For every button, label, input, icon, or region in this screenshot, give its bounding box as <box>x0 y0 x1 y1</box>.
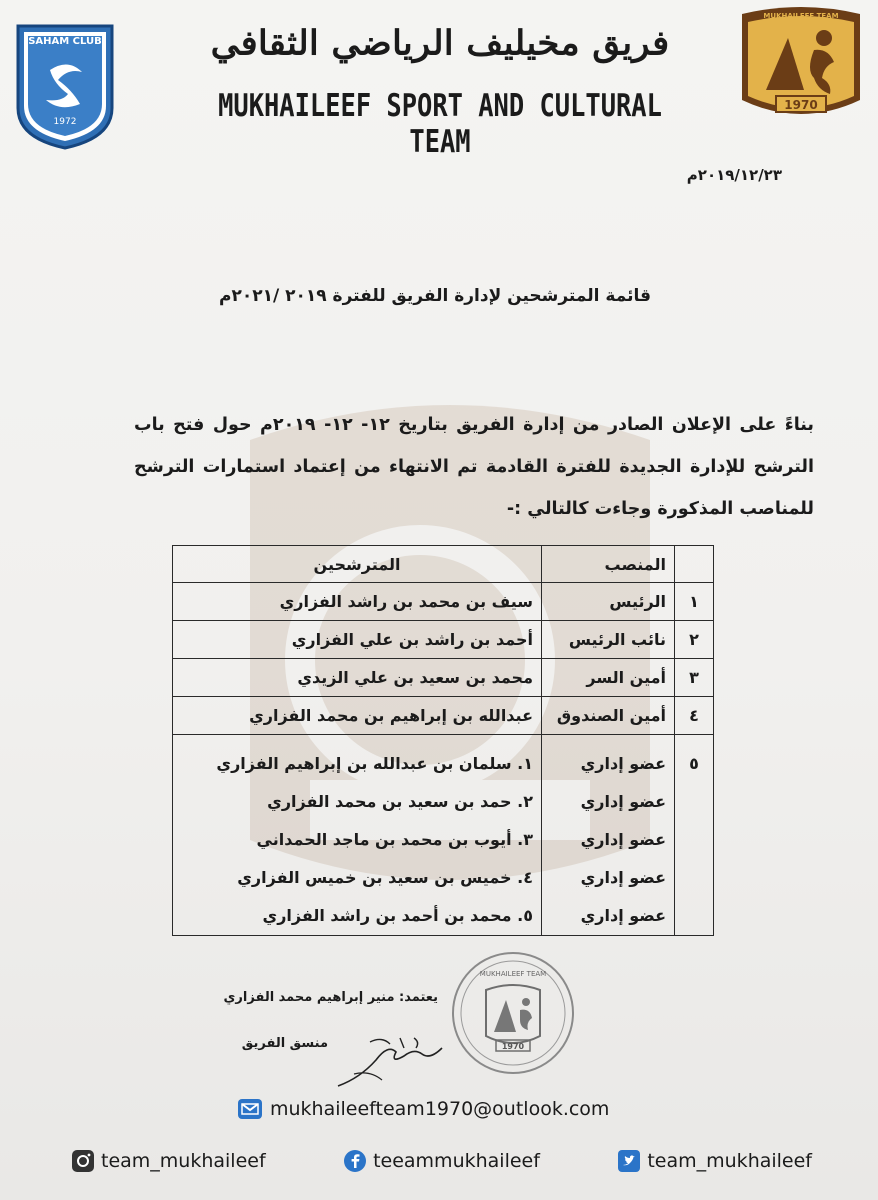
table-row <box>173 659 714 697</box>
row-candidate: عبدالله بن إبراهيم بن محمد الفزاري <box>173 697 542 735</box>
social-facebook[interactable] <box>344 1150 540 1172</box>
facebook-handle: teeammukhaileef <box>373 1150 540 1172</box>
mukhaileef-logo-label: MUKHAILEEF TEAM <box>763 12 839 20</box>
row-position: نائب الرئيس <box>542 621 675 659</box>
member-position: عضو إداري <box>580 754 666 773</box>
candidates-table <box>172 545 714 936</box>
member-candidate: ٤. خميس بن سعيد بن خميس الفزاري <box>237 868 533 887</box>
instagram-handle: team_mukhaileef <box>101 1150 266 1172</box>
saham-club-logo <box>10 20 120 150</box>
member-position: عضو إداري <box>580 792 666 811</box>
member-positions <box>542 735 675 936</box>
social-twitter[interactable] <box>618 1150 812 1172</box>
email-icon <box>238 1099 262 1119</box>
row-position: الرئيس <box>542 583 675 621</box>
member-candidate: ٥. محمد بن أحمد بن راشد الفزاري <box>262 906 533 925</box>
email-address[interactable]: mukhaileefteam1970@outlook.com <box>270 1098 610 1120</box>
member-candidate: ٣. أيوب بن محمد بن ماجد الحمداني <box>256 830 533 849</box>
social-links <box>72 1150 812 1172</box>
table-row-members <box>173 735 714 936</box>
row-candidate: أحمد بن راشد بن علي الفزاري <box>173 621 542 659</box>
mukhaileef-team-logo <box>736 4 866 126</box>
row-candidate: سيف بن محمد بن راشد الفزاري <box>173 583 542 621</box>
team-title-arabic: فريق مخيليف الرياضي الثقافي <box>210 23 670 63</box>
row-number: ٣ <box>675 659 714 697</box>
instagram-icon <box>72 1150 94 1172</box>
header-position: المنصب <box>542 546 675 583</box>
team-title-english: MUKHAILEEF SPORT AND CULTURAL TEAM <box>218 88 662 160</box>
svg-text:MUKHAILEEF TEAM: MUKHAILEEF TEAM <box>479 970 547 978</box>
coordinator-title: منسق الفريق <box>241 1036 328 1051</box>
row-candidate: محمد بن سعيد بن علي الزيدي <box>173 659 542 697</box>
row-position: أمين السر <box>542 659 675 697</box>
document-date: ٢٠١٩/١٢/٢٣م <box>686 166 782 184</box>
row-number: ٢ <box>675 621 714 659</box>
twitter-icon <box>618 1150 640 1172</box>
row-number: ٤ <box>675 697 714 735</box>
team-stamp <box>448 948 578 1078</box>
header-candidates: المترشحين <box>173 546 542 583</box>
saham-club-label: SAHAM CLUB <box>28 36 102 47</box>
table-row <box>173 583 714 621</box>
member-position: عضو إداري <box>580 830 666 849</box>
svg-text:1970: 1970 <box>501 1042 525 1051</box>
table-row <box>173 697 714 735</box>
approved-by: يعتمد: منير إبراهيم محمد الفزاري <box>223 990 438 1005</box>
member-candidates <box>173 735 542 936</box>
member-candidate: ١. سلمان بن عبدالله بن إبراهيم الفزاري <box>216 754 533 773</box>
member-position: عضو إداري <box>580 868 666 887</box>
social-instagram[interactable] <box>72 1150 266 1172</box>
intro-paragraph: بناءً على الإعلان الصادر من إدارة الفريق بتاريخ ١٢- ١٢- ٢٠١٩م حول فتح باب الترشح للإدارة الجديدة للفترة القادمة تم الانتهاء من إعتماد استمارات الترشح للمناصب المذكورة وجاءت كالتالي :- <box>134 415 814 519</box>
svg-text:1972: 1972 <box>53 117 77 127</box>
member-position: عضو إداري <box>580 906 666 925</box>
header-number <box>675 546 714 583</box>
email-line <box>238 1098 609 1120</box>
document-title: قائمة المترشحين لإدارة الفريق للفترة ٢٠١٩ /٢٠٢١م <box>218 286 652 306</box>
facebook-icon <box>344 1150 366 1172</box>
svg-text:1970: 1970 <box>784 98 818 112</box>
signature-mark <box>330 1008 450 1098</box>
twitter-handle: team_mukhaileef <box>647 1150 812 1172</box>
row-position: أمين الصندوق <box>542 697 675 735</box>
row-number: ٥ <box>675 735 714 936</box>
table-row <box>173 621 714 659</box>
member-candidate: ٢. حمد بن سعيد بن محمد الفزاري <box>267 792 533 811</box>
row-number: ١ <box>675 583 714 621</box>
table-header-row <box>173 546 714 583</box>
